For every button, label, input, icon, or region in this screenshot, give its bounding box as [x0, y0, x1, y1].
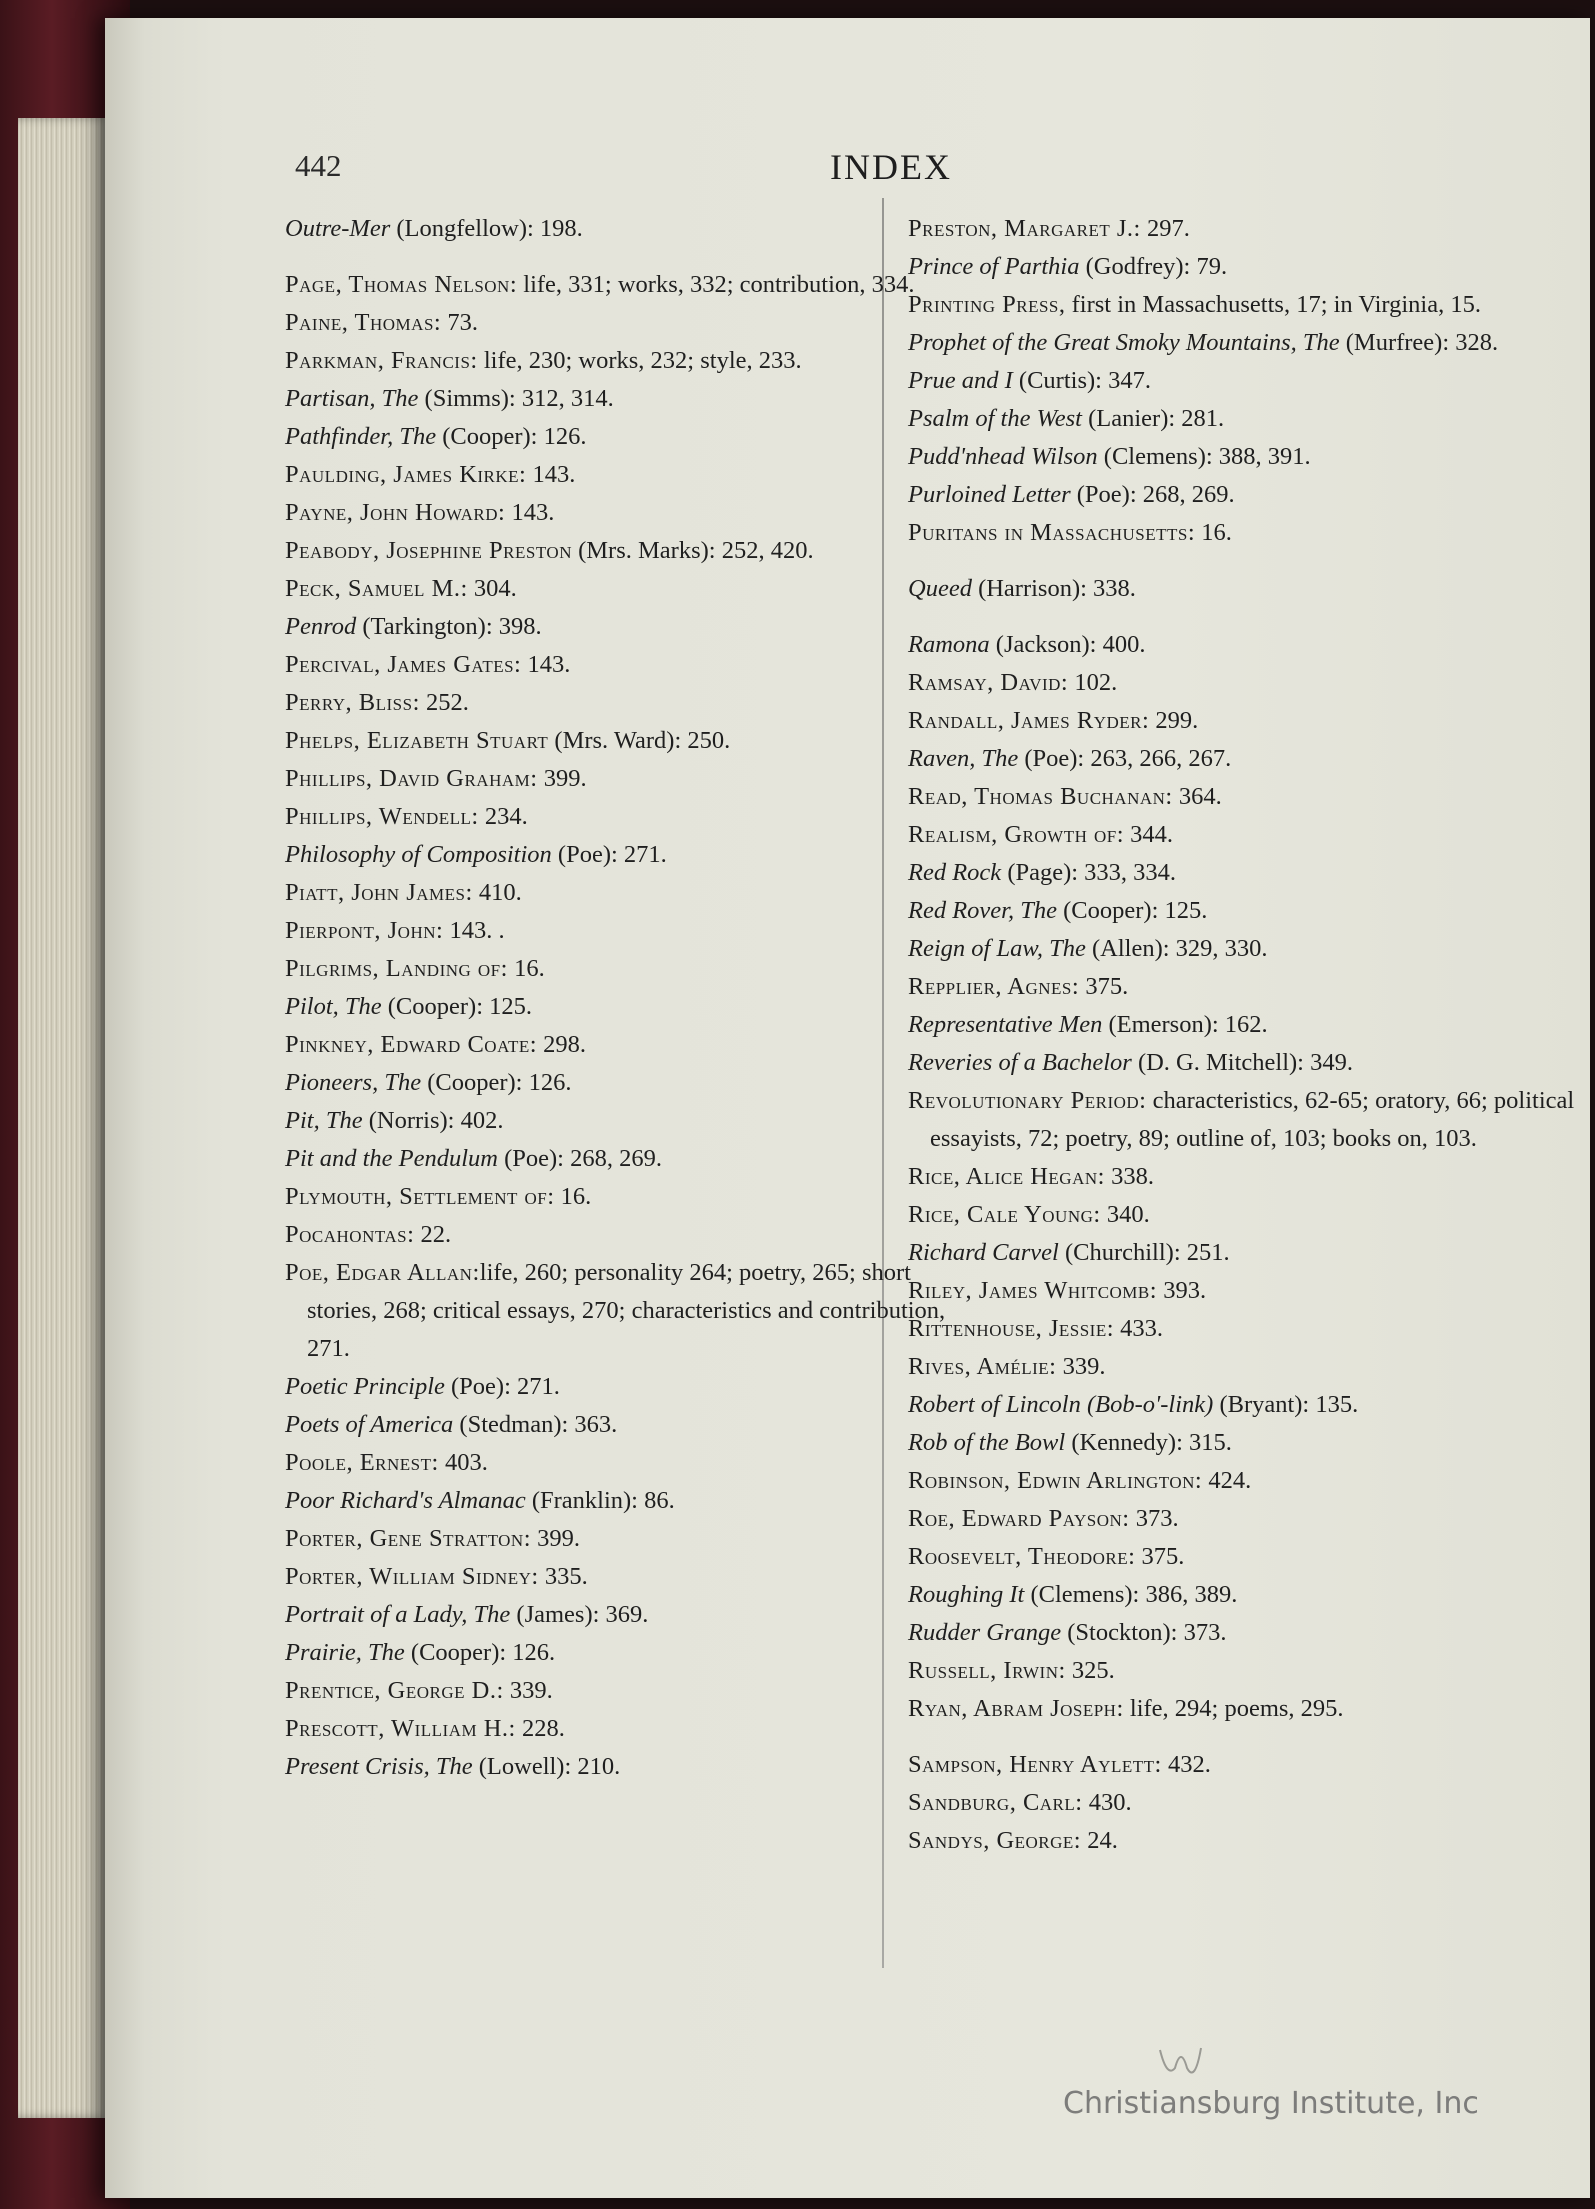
index-entry: [908, 854, 1595, 892]
index-entry: [908, 514, 1595, 552]
entry-references: 234.: [478, 803, 528, 830]
index-entry: [285, 1064, 975, 1102]
entry-heading: Repplier, Agnes:: [908, 973, 1080, 1000]
entry-references: (Cooper): 125.: [381, 993, 533, 1020]
index-entry: [908, 248, 1595, 286]
index-entry: [908, 1822, 1595, 1860]
entry-heading: Plymouth, Settlement of:: [285, 1183, 555, 1210]
entry-references: 364.: [1172, 783, 1222, 810]
entry-references: (Franklin): 86.: [525, 1487, 675, 1514]
entry-references: life, 331; works, 332; contribution, 334.: [517, 271, 915, 298]
index-entry: [908, 1044, 1595, 1082]
entry-references: 339.: [1056, 1353, 1106, 1380]
entry-references: life, 230; works, 232; style, 233.: [477, 347, 802, 374]
entry-references: life, 260; personality 264; poetry, 265; short stories, 268; critical essays, 270; characteristics and contribution, 271.: [307, 1259, 946, 1362]
index-entry: [908, 400, 1595, 438]
page-number: 442: [295, 148, 342, 183]
entry-heading: Pinkney, Edward Coate:: [285, 1031, 538, 1058]
entry-heading: Phillips, Wendell:: [285, 803, 479, 830]
index-entry: [285, 380, 975, 418]
entry-heading: Rives, Amélie:: [908, 1353, 1057, 1380]
entry-references: (Poe): 268, 269.: [497, 1145, 662, 1172]
entry-references: (Allen): 329, 330.: [1085, 935, 1268, 962]
entry-references: 399.: [537, 765, 587, 792]
index-entry: [285, 418, 975, 456]
entry-references: 143. .: [443, 917, 505, 944]
index-entry: [908, 1234, 1595, 1272]
entry-heading: Pudd'nhead Wilson: [908, 443, 1098, 470]
entry-references: (Bryant): 135.: [1213, 1391, 1359, 1418]
entry-heading: Sandburg, Carl:: [908, 1789, 1083, 1816]
index-entry: [285, 210, 975, 248]
entry-references: 433.: [1114, 1315, 1164, 1342]
entry-heading: Read, Thomas Buchanan:: [908, 783, 1173, 810]
index-entry: [285, 608, 975, 646]
entry-references: (Poe): 268, 269.: [1070, 481, 1235, 508]
index-entry: [908, 1614, 1595, 1652]
entry-heading: Perry, Bliss:: [285, 689, 420, 716]
entry-heading: Rudder Grange: [908, 1619, 1062, 1646]
entry-heading: Prentice, George D.:: [285, 1677, 504, 1704]
entry-heading: Poetic Principle: [285, 1373, 445, 1400]
entry-references: 410.: [472, 879, 522, 906]
entry-heading: Parkman, Francis:: [285, 347, 478, 374]
index-entry: [908, 778, 1595, 816]
entry-references: characteristics, 62-65; oratory, 66; political essayists, 72; poetry, 89; outline of, 103; books on, 103.: [930, 1087, 1575, 1152]
entry-references: (Churchill): 251.: [1058, 1239, 1230, 1266]
index-entry: [285, 1748, 975, 1786]
entry-heading: Phelps, Elizabeth Stuart: [285, 727, 549, 754]
entry-references: 430.: [1082, 1789, 1132, 1816]
index-entry: [908, 1386, 1595, 1424]
index-entry: [285, 266, 975, 304]
entry-references: 73.: [441, 309, 478, 336]
entry-heading: Pilot, The: [285, 993, 382, 1020]
entry-heading: Pit, The: [285, 1107, 363, 1134]
index-entry: [908, 968, 1595, 1006]
entry-heading: Sampson, Henry Aylett:: [908, 1751, 1162, 1778]
index-entry: [908, 892, 1595, 930]
entry-references: 228.: [515, 1715, 565, 1742]
entry-references: (Emerson): 162.: [1102, 1011, 1268, 1038]
index-entry: [908, 1272, 1595, 1310]
entry-references: (Murfree): 328.: [1339, 329, 1499, 356]
entry-references: 399.: [531, 1525, 581, 1552]
entry-references: (Curtis): 347.: [1012, 367, 1151, 394]
index-entry: [908, 664, 1595, 702]
entry-heading: Representative Men: [908, 1011, 1103, 1038]
index-entry: [285, 570, 975, 608]
index-entry: [908, 626, 1595, 664]
index-entry: [285, 1216, 975, 1254]
entry-references: 344.: [1124, 821, 1174, 848]
entry-references: (Poe): 263, 266, 267.: [1018, 745, 1232, 772]
entry-references: (Stockton): 373.: [1061, 1619, 1227, 1646]
entry-references: 373.: [1129, 1505, 1179, 1532]
entry-references: 393.: [1157, 1277, 1207, 1304]
index-entry: [285, 304, 975, 342]
entry-references: 340.: [1100, 1201, 1150, 1228]
entry-references: (Mrs. Marks): 252, 420.: [571, 537, 814, 564]
entry-heading: Page, Thomas Nelson:: [285, 271, 518, 298]
index-entry: [285, 1140, 975, 1178]
index-entry: [285, 342, 975, 380]
entry-heading: Roughing It: [908, 1581, 1025, 1608]
entry-references: life, 294; poems, 295.: [1123, 1695, 1344, 1722]
entry-heading: Roosevelt, Theodore:: [908, 1543, 1136, 1570]
page-edges: [18, 118, 108, 2118]
index-entry: [908, 1500, 1595, 1538]
entry-references: (Page): 333, 334.: [1001, 859, 1177, 886]
entry-heading: Present Crisis, The: [285, 1753, 473, 1780]
index-entry: [908, 210, 1595, 248]
index-entry: [908, 1746, 1595, 1784]
index-entry: [908, 1538, 1595, 1576]
entry-heading: Roe, Edward Payson:: [908, 1505, 1130, 1532]
entry-references: 299.: [1149, 707, 1199, 734]
index-entry: [908, 1652, 1595, 1690]
index-entry: [285, 684, 975, 722]
entry-heading: Raven, The: [908, 745, 1019, 772]
entry-heading: Rob of the Bowl: [908, 1429, 1066, 1456]
entry-heading: Prairie, The: [285, 1639, 405, 1666]
entry-references: (Clemens): 388, 391.: [1097, 443, 1311, 470]
index-entry: [908, 816, 1595, 854]
entry-heading: Pathfinder, The: [285, 423, 437, 450]
index-entry: [908, 1006, 1595, 1044]
entry-references: (D. G. Mitchell): 349.: [1131, 1049, 1353, 1076]
entry-heading: Rice, Alice Hegan:: [908, 1163, 1105, 1190]
entry-heading: Pit and the Pendulum: [285, 1145, 498, 1172]
entry-heading: Paulding, James Kirke:: [285, 461, 527, 488]
entry-heading: Ramsay, David:: [908, 669, 1069, 696]
entry-heading: Phillips, David Graham:: [285, 765, 538, 792]
entry-references: 325.: [1065, 1657, 1115, 1684]
entry-heading: Portrait of a Lady, The: [285, 1601, 511, 1628]
entry-heading: Robinson, Edwin Arlington:: [908, 1467, 1203, 1494]
entry-heading: Prince of Parthia: [908, 253, 1080, 280]
entry-heading: Outre-Mer: [285, 215, 391, 242]
index-entry: [285, 874, 975, 912]
index-column-right: [908, 210, 1595, 1860]
entry-references: (Clemens): 386, 389.: [1024, 1581, 1238, 1608]
index-entry: [285, 532, 975, 570]
entry-heading: Queed: [908, 575, 972, 602]
index-entry: [285, 1254, 975, 1368]
entry-references: (Stedman): 363.: [453, 1411, 618, 1438]
entry-heading: Pilgrims, Landing of:: [285, 955, 508, 982]
page-title: INDEX: [830, 147, 952, 187]
index-entry: [908, 362, 1595, 400]
entry-references: 143.: [526, 461, 576, 488]
index-entry: [285, 950, 975, 988]
entry-references: first in Massachusetts, 17; in Virginia, 15.: [1065, 291, 1481, 318]
entry-heading: Purloined Letter: [908, 481, 1071, 508]
entry-references: (Kennedy): 315.: [1065, 1429, 1232, 1456]
entry-references: 16.: [1195, 519, 1232, 546]
entry-heading: Ryan, Abram Joseph:: [908, 1695, 1124, 1722]
index-entry: [285, 494, 975, 532]
entry-references: (Mrs. Ward): 250.: [548, 727, 731, 754]
index-entry: [908, 1310, 1595, 1348]
entry-references: (Cooper): 125.: [1057, 897, 1208, 924]
index-entry: [285, 798, 975, 836]
index-entry: [285, 1710, 975, 1748]
entry-heading: Poole, Ernest:: [285, 1449, 439, 1476]
entry-heading: Preston, Margaret J.:: [908, 215, 1141, 242]
index-entry: [908, 1158, 1595, 1196]
index-entry: [285, 1520, 975, 1558]
entry-heading: Prophet of the Great Smoky Mountains, The: [908, 329, 1340, 356]
entry-references: (Lowell): 210.: [472, 1753, 621, 1780]
entry-references: (Cooper): 126.: [421, 1069, 572, 1096]
book-page: [105, 18, 1590, 2198]
entry-heading: Rittenhouse, Jessie:: [908, 1315, 1115, 1342]
index-entry: [908, 740, 1595, 778]
index-entry: [908, 438, 1595, 476]
index-entry: [285, 1558, 975, 1596]
entry-references: 24.: [1081, 1827, 1118, 1854]
index-entry: [285, 836, 975, 874]
entry-heading: Riley, James Whitcomb:: [908, 1277, 1158, 1304]
entry-heading: Red Rock: [908, 859, 1002, 886]
index-entry: [908, 1196, 1595, 1234]
entry-references: 16.: [507, 955, 545, 982]
index-entry: [285, 1178, 975, 1216]
entry-heading: Philosophy of Composition: [285, 841, 552, 868]
entry-references: 335.: [538, 1563, 588, 1590]
entry-heading: Reveries of a Bachelor: [908, 1049, 1132, 1076]
entry-references: 252.: [419, 689, 469, 716]
entry-heading: Realism, Growth of:: [908, 821, 1125, 848]
entry-heading: Poor Richard's Almanac: [285, 1487, 526, 1514]
entry-heading: Peabody, Josephine Preston: [285, 537, 572, 564]
index-entry: [285, 456, 975, 494]
entry-heading: Piatt, John James:: [285, 879, 473, 906]
entry-heading: Prue and I: [908, 367, 1013, 394]
pencil-mark: [1155, 2038, 1235, 2088]
entry-heading: Ramona: [908, 631, 990, 658]
entry-references: 298.: [537, 1031, 587, 1058]
entry-references: 297.: [1140, 215, 1190, 242]
entry-heading: Printing Press,: [908, 291, 1066, 318]
entry-references: 143.: [521, 651, 571, 678]
entry-heading: Richard Carvel: [908, 1239, 1059, 1266]
entry-heading: Robert of Lincoln (Bob-o'-link): [908, 1391, 1214, 1418]
index-entry: [285, 1368, 975, 1406]
entry-heading: Poe, Edgar Allan:: [285, 1259, 480, 1286]
entry-references: 338.: [1104, 1163, 1154, 1190]
entry-heading: Psalm of the West: [908, 405, 1082, 432]
index-entry: [908, 930, 1595, 968]
index-entry: [285, 1482, 975, 1520]
entry-heading: Payne, John Howard:: [285, 499, 506, 526]
entry-references: 403.: [438, 1449, 488, 1476]
index-entry: [908, 1424, 1595, 1462]
entry-references: (Simms): 312, 314.: [418, 385, 614, 412]
entry-references: 143.: [505, 499, 555, 526]
index-entry: [285, 760, 975, 798]
entry-heading: Sandys, George:: [908, 1827, 1082, 1854]
entry-references: (Poe): 271.: [444, 1373, 560, 1400]
entry-references: (Godfrey): 79.: [1079, 253, 1228, 280]
index-entry: [285, 646, 975, 684]
entry-heading: Rice, Cale Young:: [908, 1201, 1101, 1228]
index-entry: [908, 1690, 1595, 1728]
entry-heading: Randall, James Ryder:: [908, 707, 1150, 734]
watermark: Christiansburg Institute, Inc: [1063, 2086, 1479, 2121]
entry-heading: Russell, Irwin:: [908, 1657, 1066, 1684]
entry-references: 22.: [414, 1221, 452, 1248]
index-entry: [285, 1444, 975, 1482]
index-entry: [908, 570, 1595, 608]
index-entry: [285, 1634, 975, 1672]
index-entry: [908, 324, 1595, 362]
entry-references: (Harrison): 338.: [971, 575, 1136, 602]
entry-references: (James): 369.: [510, 1601, 649, 1628]
index-entry: [285, 1406, 975, 1444]
entry-heading: Partisan, The: [285, 385, 419, 412]
entry-heading: Porter, Gene Stratton:: [285, 1525, 532, 1552]
index-entry: [285, 722, 975, 760]
index-entry: [908, 1576, 1595, 1614]
entry-references: 375.: [1135, 1543, 1185, 1570]
entry-references: (Jackson): 400.: [989, 631, 1146, 658]
entry-references: 432.: [1161, 1751, 1211, 1778]
entry-references: (Longfellow): 198.: [390, 215, 583, 242]
entry-references: 375.: [1079, 973, 1129, 1000]
index-entry: [285, 912, 975, 950]
entry-heading: Pocahontas:: [285, 1221, 415, 1248]
entry-heading: Prescott, William H.:: [285, 1715, 516, 1742]
index-entry: [908, 702, 1595, 740]
index-entry: [285, 1026, 975, 1064]
index-entry: [285, 1596, 975, 1634]
index-column-left: [285, 210, 975, 1786]
entry-references: 304.: [467, 575, 517, 602]
index-entry: [908, 1784, 1595, 1822]
entry-references: 424.: [1202, 1467, 1252, 1494]
entry-heading: Pioneers, The: [285, 1069, 422, 1096]
index-entry: [908, 1348, 1595, 1386]
entry-references: (Lanier): 281.: [1082, 405, 1225, 432]
entry-references: (Cooper): 126.: [436, 423, 587, 450]
index-entry: [908, 1462, 1595, 1500]
index-entry: [908, 1082, 1595, 1158]
index-entry: [285, 988, 975, 1026]
entry-heading: Percival, James Gates:: [285, 651, 522, 678]
entry-references: (Poe): 271.: [551, 841, 667, 868]
index-entry: [908, 286, 1595, 324]
entry-heading: Red Rover, The: [908, 897, 1057, 924]
entry-references: 102.: [1068, 669, 1118, 696]
entry-references: (Cooper): 126.: [404, 1639, 556, 1666]
entry-references: (Norris): 402.: [362, 1107, 504, 1134]
index-entry: [285, 1102, 975, 1140]
entry-references: 339.: [503, 1677, 553, 1704]
entry-heading: Penrod: [285, 613, 357, 640]
entry-heading: Pierpont, John:: [285, 917, 444, 944]
entry-heading: Reign of Law, The: [908, 935, 1086, 962]
index-entry: [908, 476, 1595, 514]
entry-references: 16.: [554, 1183, 592, 1210]
entry-heading: Poets of America: [285, 1411, 454, 1438]
entry-heading: Paine, Thomas:: [285, 309, 442, 336]
entry-heading: Revolutionary Period:: [908, 1087, 1147, 1114]
entry-heading: Peck, Samuel M.:: [285, 575, 468, 602]
entry-heading: Porter, William Sidney:: [285, 1563, 539, 1590]
entry-references: (Tarkington): 398.: [356, 613, 542, 640]
running-head: [105, 148, 1590, 198]
entry-heading: Puritans in Massachusetts:: [908, 519, 1196, 546]
index-entry: [285, 1672, 975, 1710]
